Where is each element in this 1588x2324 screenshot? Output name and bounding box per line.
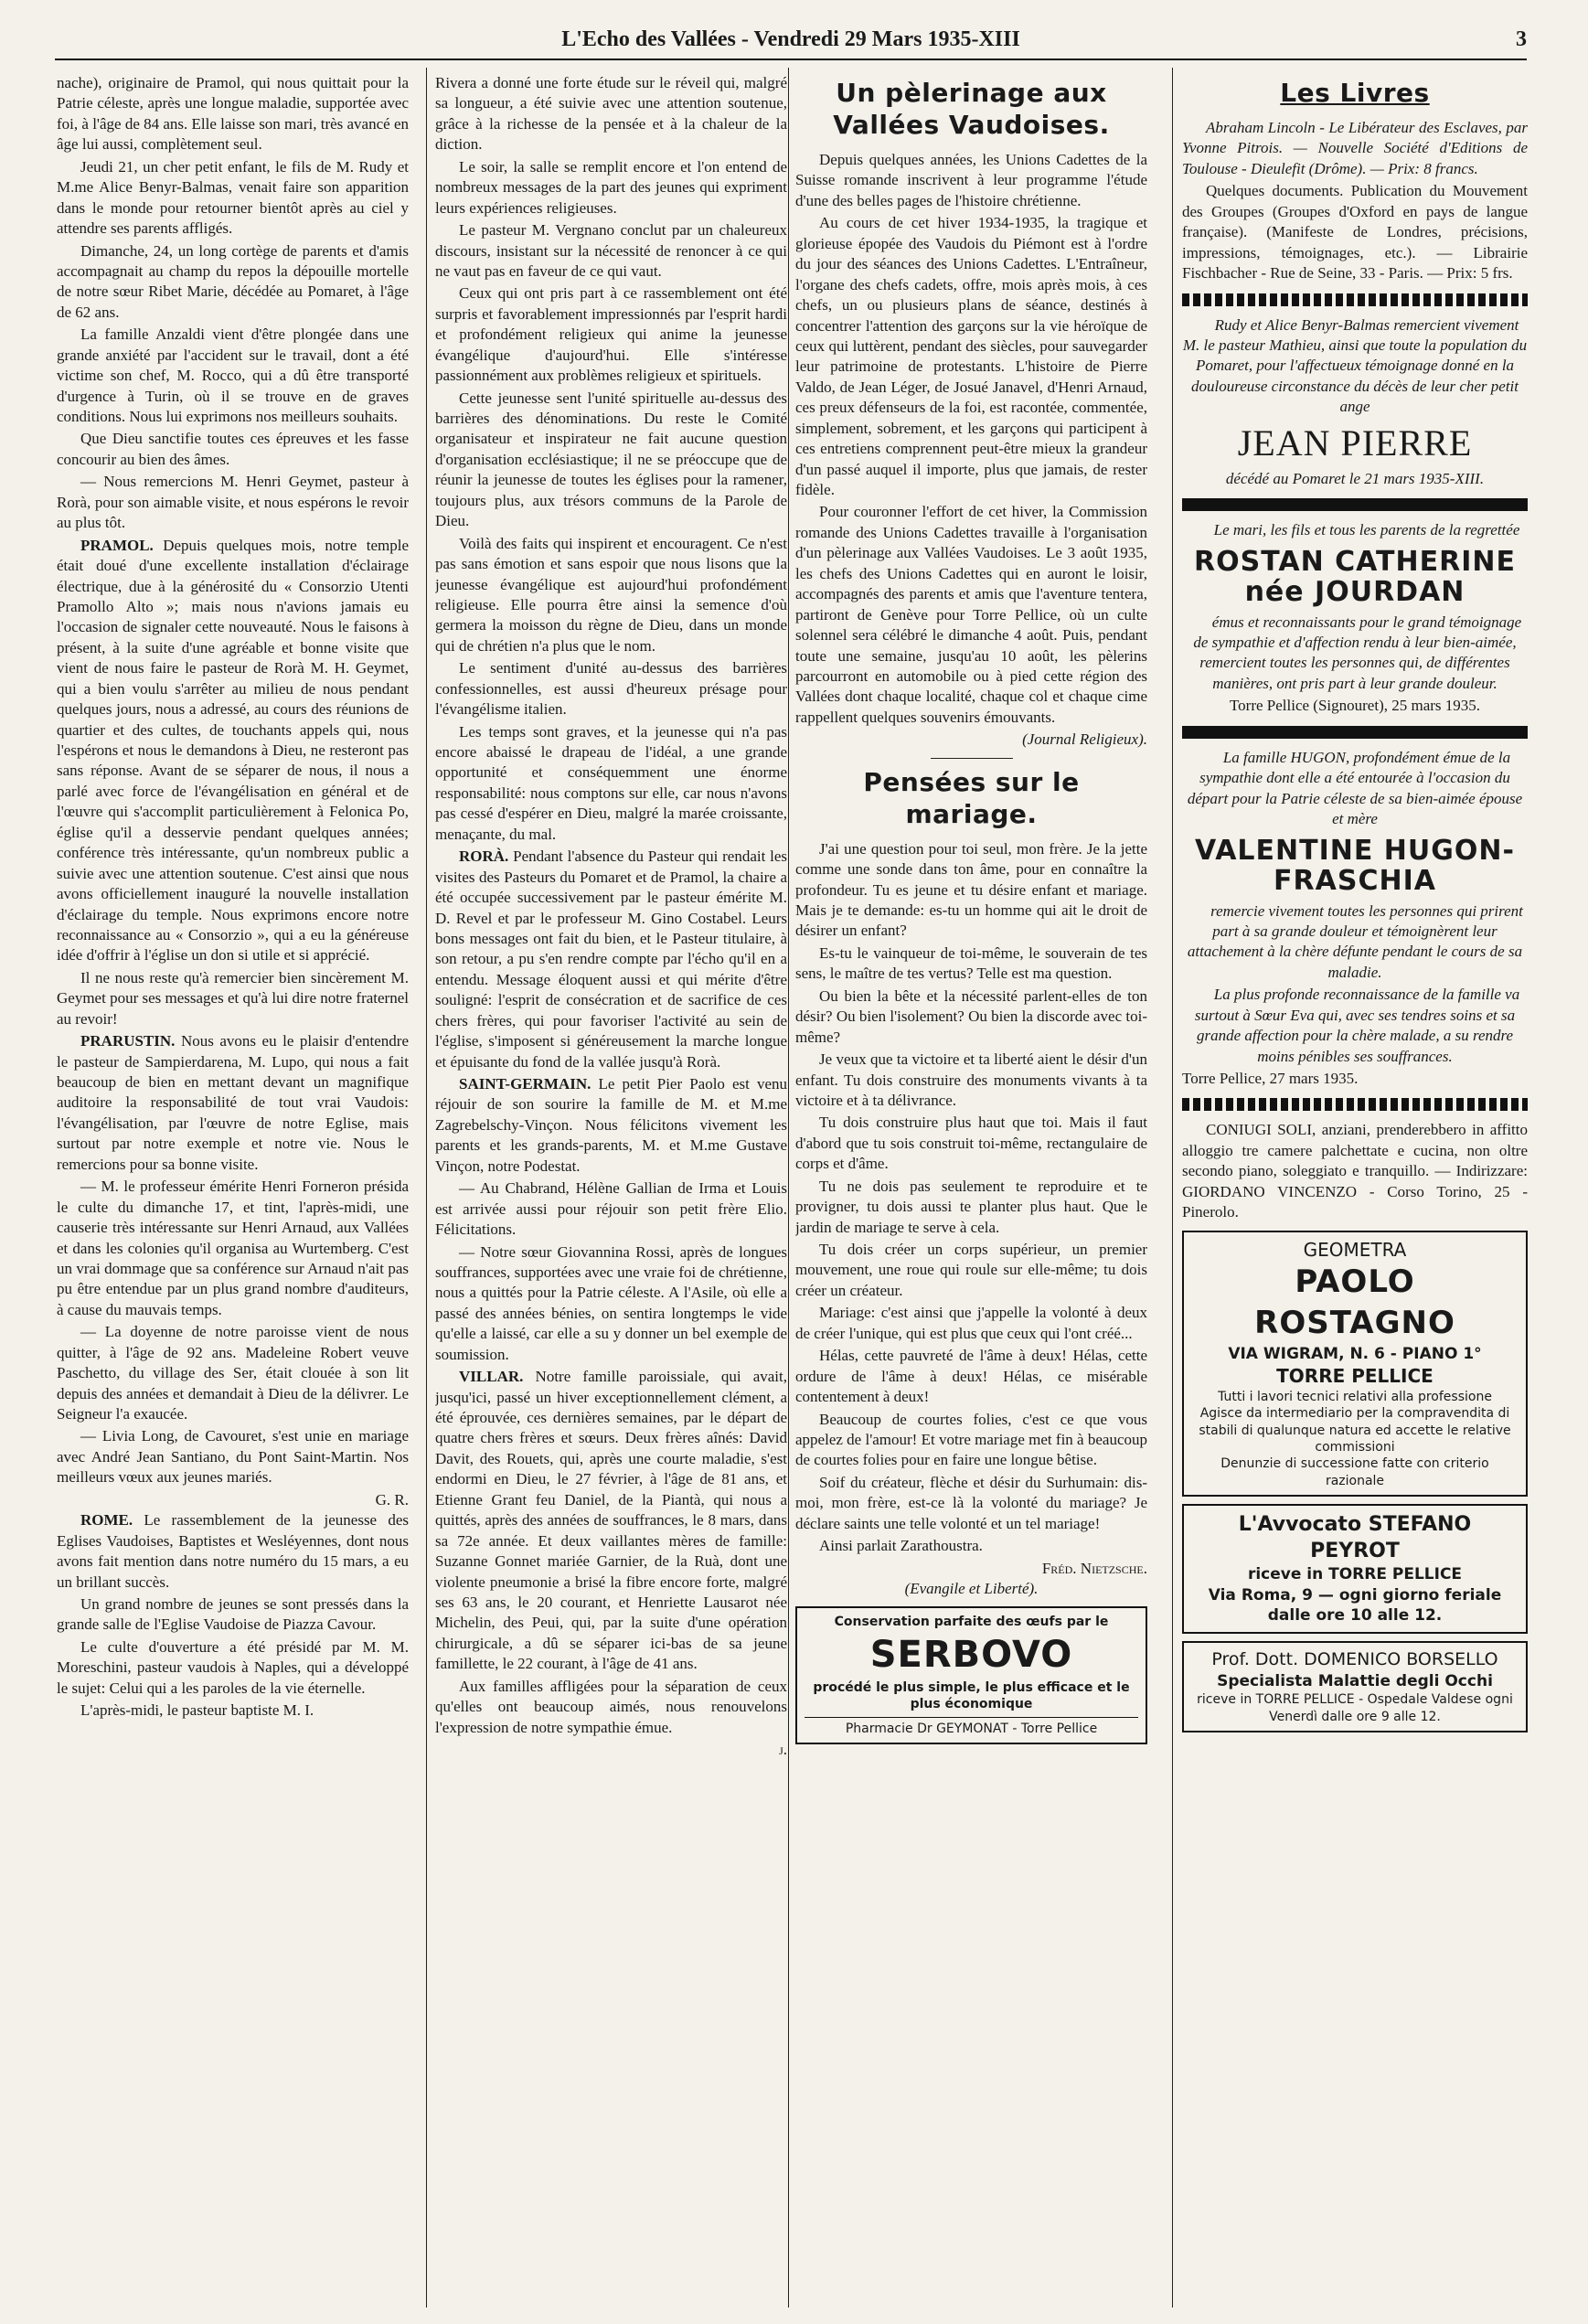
column-2 bbox=[435, 73, 787, 2304]
ad-professor bbox=[1182, 1641, 1528, 1732]
ad-brand: SERBOVO bbox=[869, 1633, 1073, 1676]
paragraph: Jeudi 21, un cher petit enfant, le fils de M. Rudy et M.me Alice Benyr-Balmas, venait faire son apparition dans le monde pour retourner bientôt après au ciel y attendre ses parents affligés. bbox=[57, 157, 409, 238]
paragraph: Ceux qui ont pris part à ce rassemblement ont été surpris et favorablement impressionnés par l'esprit hardi et profondément religieux qui anime la jeunesse évangélique d'aujourd'hui. Elle s'intéresse passionnément aux problèmes religieux et spirituels. bbox=[435, 284, 787, 385]
column-4 bbox=[1182, 73, 1528, 2304]
decorative-border bbox=[1182, 1098, 1528, 1111]
separator bbox=[931, 758, 1013, 759]
ad-text: procédé le plus simple, le plus efficace et le plus économique bbox=[813, 1679, 1130, 1712]
paragraph: Mariage: c'est ainsi que j'appelle la volonté à deux de créer l'unique, qui est plus que ceux qui l'ont créé... bbox=[795, 1304, 1147, 1342]
ad-text: Agisce da intermediario per la compravendita di stabili di qualunque natura ed accette le relative commissioni bbox=[1199, 1406, 1511, 1455]
signature: Fréd. Nietzsche. bbox=[1041, 1559, 1147, 1577]
page-number: 3 bbox=[1516, 27, 1527, 51]
article-source: (Evangile et Liberté). bbox=[904, 1580, 1039, 1597]
paragraph: Beaucoup de courtes folies, c'est ce que vous appelez de l'amour! Et votre mariage met fin à beaucoup de courtes folies pour en faire une longue bêtise. bbox=[795, 1410, 1147, 1469]
article-title-pelerinage: Un pèlerinage aux Vallées Vaudoises. bbox=[833, 78, 1110, 140]
section-title-books: Les Livres bbox=[1280, 78, 1430, 108]
villar-section bbox=[435, 1367, 787, 1675]
section-text: Notre famille paroissiale, qui avait, jusqu'ici, passé un hiver exceptionnellement clément, a été éprouvée, ces dernières semaines, par le départ de quatre chers frères et sœurs. Deux frères aînés: David Davit, des Rouets, qui, après une courte maladie, s'est endormi en Dieu, le 27 février, à l'âge de 81 ans, et Etienne Grant feu Daniel, de la Piantà, qui nous a quittés, après des années de souffrances, le 8 mars, dans sa 72e année. Et deux vaillantes mères de famille: Suzanne Gonnet mariée Garnier, de la Ruà, dont une violente pneumonie a brisé la fibre encore forte, malgré ses 63 ans, le 20 courant, et Henriette Lausarot née Michelin, des Peui, qui, par la suite d'une opération chirurgicale, a dû se séparer ici-bas de sa jeune famillette, le 22 courant, à l'âge de 41 ans. bbox=[435, 1368, 787, 1673]
ad-text: Tutti i lavori tecnici relativi alla professione bbox=[1218, 1389, 1492, 1404]
column-divider bbox=[426, 68, 427, 2308]
paragraph: La famille Anzaldi vient d'être plongée dans une grande anxiété par l'accident sur le travail, dont a été victime son chef, M. Rocco, qui a dû être transporté d'urgence à Turin, où il se trouve en de graves conditions. Nous lui exprimons nos meilleurs souhaits. bbox=[57, 325, 409, 425]
notice-text: Rudy et Alice Benyr-Balmas remercient vivement M. le pasteur Mathieu, ainsi que toute la population du Pomaret, pour l'affectueux témoignage donné en la douloureuse circonstance du décès de leur cher petit ange bbox=[1182, 315, 1528, 416]
page-header bbox=[55, 26, 1527, 60]
section-text: Nous avons eu le plaisir d'entendre le pasteur de Sampierdarena, M. Lupo, qui nous a fait beaucoup de bien en mettant devant un magnifique auditoire la responsabilité de tout vrai Vaudois: l'évangélisation, par l'œuvre de notre Eglise, mais surtout par notre exemple et notre vie. Nous le remercions pour sa bonne visite. bbox=[57, 1032, 409, 1173]
paragraph: Aux familles affligées pour la séparation de ceux qu'elles ont beaucoup aimés, nous renouvelons l'expression de notre sympathie émue. bbox=[435, 1677, 787, 1736]
paragraph: Es-tu le vainqueur de toi-même, le souverain de tes sens, le maître de tes vertus? Telle est ma question. bbox=[795, 943, 1147, 983]
paragraph: Ou bien la bête et la nécessité parlent-elles de ton désir? Ou bien l'isolement? Ou bien la discorde avec toi-même? bbox=[795, 986, 1147, 1046]
paragraph: Tu dois créer un corps supérieur, un premier mouvement, une roue qui roule sur elle-même; tu dois créer un créateur. bbox=[795, 1241, 1147, 1299]
book-entry: Quelques documents. Publication du Mouvement des Groupes (Groupes d'Oxford en pays de langue française). (Manifeste de Londres, précisions, impressions, témoignages, etc.). — Librairie Fischbacher - Rue de Seine, 33 - Paris. — Prix: 5 frs. bbox=[1182, 182, 1528, 283]
section-text: Le rassemblement de la jeunesse des Eglises Vaudoises, Baptistes et Wesléyennes, dont nous avons fait mention dans notre numéro du 15 mars, a eu un brillant succès. bbox=[57, 1511, 409, 1591]
notice-text: décédé au Pomaret le 21 mars 1935-XIII. bbox=[1225, 469, 1485, 487]
paragraph: Hélas, cette pauvreté de l'âme à deux! Hélas, cette ordure de l'âme à deux! Hélas, ce misérable contentement à deux! bbox=[795, 1347, 1147, 1406]
ad-text: Denunzie di successione fatte con criterio razionale bbox=[1220, 1456, 1489, 1488]
paragraph: Que Dieu sanctifie toutes ces épreuves et les fasse concourir au bien des âmes. bbox=[57, 430, 409, 468]
paragraph: Cette jeunesse sent l'unité spirituelle au-dessus des barrières des dénominations. Du reste le Comité organisateur et inspirateur ne fait aucune question d'organisation ecclésiastique; il ne se préoccupe que de réunir la jeunesse de toutes les églises pour la ramener, toujours plus, aux trésors communs de la Parole de Dieu. bbox=[435, 389, 787, 530]
paragraph: — Livia Long, de Cavouret, s'est unie en mariage avec André Jean Santiano, du Pont Saint-Martin. Nos meilleurs vœux aux jeunes mariés. bbox=[57, 1427, 409, 1487]
section-text: Pendant l'absence du Pasteur qui rendait les visites des Pasteurs du Pomaret et de Pramol, la chaire a été occupée successivement par le pasteur émérite M. D. Revel et par le professeur M. Gino Costabel. Leurs bons messages ont fait du bien, et le Pasteur titulaire, à son retour, a pu s'en rendre compte par l'écho qu'il en a entendu. Message éloquent aussi et qui mérite d'être souligné: l'esprit de consécration et de sacrifice de ces chers frères, qui pour favoriser l'activité au sein de l'église, s'imposent si généreusement la marche longue et épuisante du fond de la vallée jusqu'à Rorà. bbox=[435, 848, 787, 1071]
paragraph: Rivera a donné une forte étude sur le réveil qui, malgré sa longueur, a été suivie avec une attention soutenue, grâce à la richesse de la pensée et à la chaleur de la diction. bbox=[435, 74, 787, 154]
paragraph: — La doyenne de notre paroisse vient de nous quitter, à l'âge de 92 ans. Madeleine Robert veuve Paschetto, du village des Ser, était clouée à son lit depuis des années et demandait à Dieu de la délivrer. Le Seigneur l'a exaucée. bbox=[57, 1323, 409, 1423]
paragraph: Au cours de cet hiver 1934-1935, la tragique et glorieuse épopée des Vaudois du Piémont est à l'ordre du jour des séances des Unions Cadettes. L'Entraîneur, l'organe des chefs cadets, offre, mois après mois, à ces chefs, un ou plusieurs plans de séance, destinés à concentrer l'attention des garçons sur la vie héroïque de ceux qui luttèrent, pendant des siècles, pour sauvegarder leur patrimoine de protestants. L'histoire de Pierre Valdo, de Jean Léger, de Josué Janavel, d'Henri Arnaud, ces preux défenseurs de la foi, est racontée, commentée, simplement, sobrement, et les garçons qui participent à ces entretiens comprennent peut-être mieux la grandeur d'un passé auquel il importe, plus que jamais, de rester fidèle. bbox=[795, 214, 1147, 498]
book-entry: Abraham Lincoln - Le Libérateur des Esclaves, par Yvonne Pitrois. — Nouvelle Société d'Editions de Toulouse - Dieulefit (Drôme). — Prix: 8 francs. bbox=[1182, 119, 1528, 177]
section-title-rora: RORÀ. bbox=[459, 848, 509, 866]
section-text: Depuis quelques mois, notre temple était doué d'une excellente installation d'éclairage électrique, due à la générosité du « Consorzio Utenti Pramollo Alto »; mais nous n'avions jamais eu l'occasion de signaler cette nouveauté. Nous le faisons à présent, à la suite d'une agréable et bonne visite que vient de nous faire le pasteur de Rorà M. H. Geymet, qui a bien voulu s'arrêter au milieu de nous pendant quelques jours, nous a adressé, au cours des réunions de quartier et des cultes, de touchants appels qui, nous l'espérons et nous le demandons à Dieu, ne resteront pas sans réponse. Avant de se séparer de nous, il nous a parlé avec force de l'évangélisation en général et de l'œuvre qui s'accomplit particulièrement à Felonica Po, église qu'il a desservie pendant quelques années; conférence très intéressante, qu'un nombreux public a suivie avec une attention soutenue. C'est ainsi que nous avons officiellement inauguré la nouvelle installation d'éclairage du temple. Nous exprimons encore notre reconnaissance au « Consorzio », qui a eu la généreuse idée d'offrir à l'église un don si utile et si apprécié. bbox=[57, 536, 409, 965]
paragraph: Les temps sont graves, et la jeunesse qui n'a pas encore abaissé le drapeau de l'idéal, a une grande opportunité et conséquemment une énorme responsabilité: nous comptons sur elle, car nous n'avons pas cessé d'espérer en Dieu, malgré la marée croissante, menaçante, du mal. bbox=[435, 722, 787, 843]
notice-place: Torre Pellice (Signouret), 25 mars 1935. bbox=[1229, 697, 1481, 715]
section-title-prarustin: PRARUSTIN. bbox=[80, 1032, 176, 1050]
paragraph: J'ai une question pour toi seul, mon frère. Je la jette comme une sonde dans ton âme, pour en connaître la profondeur. Tu es jeune et tu désire enfant et mariage. Mais je te demande: es-tu un homme qui ait le droit de désirer un enfant? bbox=[795, 839, 1147, 940]
column-divider bbox=[1172, 68, 1173, 2308]
paragraph: Soif du créateur, flèche et désir du Surhumain: dis-moi, mon frère, est-ce là la volonté du mariage? Je déclare saints une telle volonté et un tel mariage! bbox=[795, 1473, 1147, 1532]
ad-text: riceve in TORRE PELLICE - Ospedale Valdese ogni Venerdì dalle ore 9 alle 12. bbox=[1197, 1692, 1513, 1724]
notice-name: JEAN PIERRE bbox=[1237, 421, 1473, 464]
paragraph: — Au Chabrand, Hélène Gallian de Irma et Louis est arrivée aussi pour réjouir son petit frère Elio. Félicitations. bbox=[435, 1179, 787, 1239]
ad-text: VIA WIGRAM, N. 6 - PIANO 1° bbox=[1228, 1344, 1482, 1363]
article-source: (Journal Religieux). bbox=[1022, 730, 1147, 749]
prarustin-section bbox=[57, 1031, 409, 1175]
ad-name: Prof. Dott. DOMENICO BORSELLO bbox=[1211, 1648, 1498, 1669]
notice-text: remercie vivement toutes les personnes qui prirent part à sa grande douleur et témoignèrent leur attachement à la chère défunte pendant le cours de sa maladie. bbox=[1187, 901, 1523, 981]
ad-text: Conservation parfaite des œufs par le bbox=[834, 1615, 1109, 1630]
notice-text: émus et reconnaissants pour le grand témoignage de sympathie et d'affection rendu à leur bien-aimée, remercient toutes les personnes qui, de différentes manières, ont pris part à leur grande douleur. bbox=[1193, 613, 1522, 692]
rora-section bbox=[435, 847, 787, 1072]
ad-text: TORRE PELLICE bbox=[1276, 1365, 1433, 1388]
ad-name: PAOLO ROSTAGNO bbox=[1254, 1263, 1455, 1341]
paragraph: Tu dois construire plus haut que toi. Mais il faut d'abord que tu sois construit toi-même, rectangulaire de corps et d'âme. bbox=[795, 1114, 1147, 1173]
paragraph: Je veux que ta victoire et ta liberté aient le désir d'un enfant. Tu dois construire des monuments vivants à ta victoire et à ta délivrance. bbox=[795, 1050, 1147, 1109]
paragraph: Pour couronner l'effort de cet hiver, la Commission romande des Unions Cadettes travaille à l'organisation d'un pèlerinage aux Vallées Vaudoises. Le 3 août 1935, les chefs des Unions Cadettes qui en auront le loisir, accompagnés des parents et amis que l'aventure tentera, partiront de Genève pour Torre Pellice, où un culte solennel sera célébré le dimanche 4 août. Puis, pendant toute une semaine, jusqu'au 10 août, les pèlerins parcourront en automobile ou à pied cette région des Vallées dont chaque localité, chaque col et chaque cime rappellent quelques souvenirs émouvants. bbox=[795, 503, 1147, 726]
paragraph: Dimanche, 24, un long cortège de parents et d'amis accompagnait au champ du repos la dépouille mortelle de notre sœur Ribet Marie, décédée au Pomaret, à l'âge de 62 ans. bbox=[57, 241, 409, 321]
ad-text: Via Roma, 9 — ogni giorno feriale dalle ore 10 alle 12. bbox=[1208, 1585, 1502, 1626]
notice-text: Le mari, les fils et tous les parents de la regrettée bbox=[1213, 521, 1520, 539]
section-title-villar: VILLAR. bbox=[459, 1368, 524, 1386]
rome-section bbox=[57, 1510, 409, 1593]
ad-serbovo bbox=[795, 1606, 1147, 1744]
notice-name: ROSTAN CATHERINE née JOURDAN bbox=[1194, 545, 1516, 608]
paragraph: Le sentiment d'unité au-dessus des barrières confessionnelles, est aussi d'heureux présage pour l'évangélisme italien. bbox=[435, 659, 787, 719]
paragraph: nache), originaire de Pramol, qui nous quittait pour la Patrie céleste, après une longue maladie, supportée avec foi, à l'âge de 84 ans. Elle laisse son mari, très avancé en âge lui aussi, complètement seul. bbox=[57, 74, 409, 154]
paragraph: L'après-midi, le pasteur baptiste M. I. bbox=[80, 1701, 314, 1720]
paragraph: — Nous remercions M. Henri Geymet, pasteur à Rorà, pour son aimable visite, et nous espérons le revoir au plus tôt. bbox=[57, 473, 409, 532]
ad-label: GEOMETRA bbox=[1303, 1238, 1407, 1261]
section-title-pramol: PRAMOL. bbox=[80, 536, 154, 554]
notice-text: La plus profonde reconnaissance de la famille va surtout à Sœur Eva qui, avec ses tendres soins et sa grande affection pour la chère malade, a su rendre moins pénibles ses souffrances. bbox=[1194, 986, 1520, 1065]
paragraph: Le pasteur M. Vergnano conclut par un chaleureux discours, insistant sur la nécessité de renoncer à ce qui ne vaut pas en faveur de ce qui vaut. bbox=[435, 221, 787, 280]
section-title-saint-germain: SAINT-GERMAIN. bbox=[459, 1075, 592, 1093]
section-text: Le petit Pier Paolo est venu réjouir de son sourire la famille de M. et M.me Zagrebelschy-Vinçon. Nous félicitons vivement les parents et les grands-parents, M. et M.me Gustave Vinçon, notre Podestat. bbox=[435, 1075, 787, 1175]
signature: G. R. bbox=[375, 1490, 409, 1508]
paragraph: Ainsi parlait Zarathoustra. bbox=[819, 1537, 983, 1555]
column-1 bbox=[57, 73, 409, 2304]
decorative-border bbox=[1182, 293, 1528, 306]
notice-text: La famille HUGON, profondément émue de la sympathie dont elle a été entourée à l'occasion du départ pour la Patrie céleste de sa bien-aimée épouse et mère bbox=[1187, 748, 1523, 828]
column-divider bbox=[788, 68, 789, 2308]
article-title-mariage: Pensées sur le mariage. bbox=[863, 766, 1080, 829]
ad-text: riceve in TORRE PELLICE bbox=[1247, 1565, 1463, 1584]
ad-avvocato bbox=[1182, 1504, 1528, 1633]
signature: j. bbox=[779, 1741, 787, 1758]
paragraph: — M. le professeur émérite Henri Forneron présida le culte du dimanche 17, et tint, l'après-midi, une causerie très intéressante sur Henri Arnaud, aux Vallées et dans les colonies qu'il organisa au Wurtemberg. C'est un vrai dommage que sa conférence sur Arnaud n'ait pas pu être entendue par un plus grand nombre d'auditeurs, à cause du mauvais temps. bbox=[57, 1178, 409, 1318]
paragraph: — Notre sœur Giovannina Rossi, après de longues souffrances, supportées avec une vraie foi de chrétienne, nous a quittés pour la Patrie céleste. A l'Asile, où elle a passé des années bénies, on sentira longtemps le vide qu'elle a laissé, car elle a su y donner un bel exemple de soumission. bbox=[435, 1242, 787, 1363]
column-3 bbox=[795, 73, 1147, 2304]
saint-germain-section bbox=[435, 1074, 787, 1177]
pramol-section bbox=[57, 536, 409, 966]
black-band bbox=[1182, 498, 1528, 511]
black-band bbox=[1182, 726, 1528, 739]
notice-name: VALENTINE HUGON-FRASCHIA bbox=[1195, 834, 1515, 897]
paragraph: Voilà des faits qui inspirent et encouragent. Ce n'est pas sans émotion et sans espoir que nous lisons que la jeunesse évangélique est aujourd'hui profondément religieuse. Elle pourra être ainsi la semence d'où germera la moisson du règne de Dieu, dans un monde qui de chrétien n'a plus que le nom. bbox=[435, 534, 787, 655]
paragraph: Tu ne dois pas seulement te reproduire et te provigner, tu dois aussi te planter plus haut. Que le jardin de mariage te serve à cela. bbox=[795, 1177, 1147, 1236]
ad-geometra bbox=[1182, 1231, 1528, 1498]
paragraph: Il ne nous reste qu'à remercier bien sincèrement M. Geymet pour ses messages et qu'à lui dire notre fraternel au revoir! bbox=[57, 968, 409, 1028]
notice-place: Torre Pellice, 27 mars 1935. bbox=[1182, 1070, 1359, 1087]
paragraph: Le culte d'ouverture a été présidé par M. M. Moreschini, pasteur vaudois à Naples, qui a développé le sujet: Celui qui a les paroles de la vie éternelle. bbox=[57, 1637, 409, 1697]
ad-name: L'Avvocato STEFANO PEYROT bbox=[1238, 1513, 1472, 1563]
paragraph: Le soir, la salle se remplit encore et l'on entend de nombreux messages de la part des jeunes qui expriment leurs expériences religieuses. bbox=[435, 157, 787, 217]
ad-footer: Pharmacie Dr GEYMONAT - Torre Pellice bbox=[805, 1717, 1138, 1737]
paragraph: Depuis quelques années, les Unions Cadettes de la Suisse romande inscrivent à leur programme l'étude d'une des belles pages de l'histoire chrétienne. bbox=[795, 151, 1147, 209]
paragraph: Un grand nombre de jeunes se sont pressés dans la grande salle de l'Eglise Vaudoise de Piazza Cavour. bbox=[57, 1594, 409, 1634]
newspaper-header-title: L'Echo des Vallées - Vendredi 29 Mars 1935-XIII bbox=[561, 27, 1020, 51]
ad-coniugi: CONIUGI SOLI, anziani, prenderebbero in affitto alloggio tre camere palchettate e cucina, non oltre secondo piano, soleggiato e tranquillo. — Indirizzare: GIORDANO VINCENZO - Corso Torino, 25 - Pinerolo. bbox=[1182, 1121, 1528, 1221]
section-title-rome: ROME. bbox=[80, 1511, 133, 1530]
ad-text: Specialista Malattie degli Occhi bbox=[1217, 1671, 1493, 1690]
